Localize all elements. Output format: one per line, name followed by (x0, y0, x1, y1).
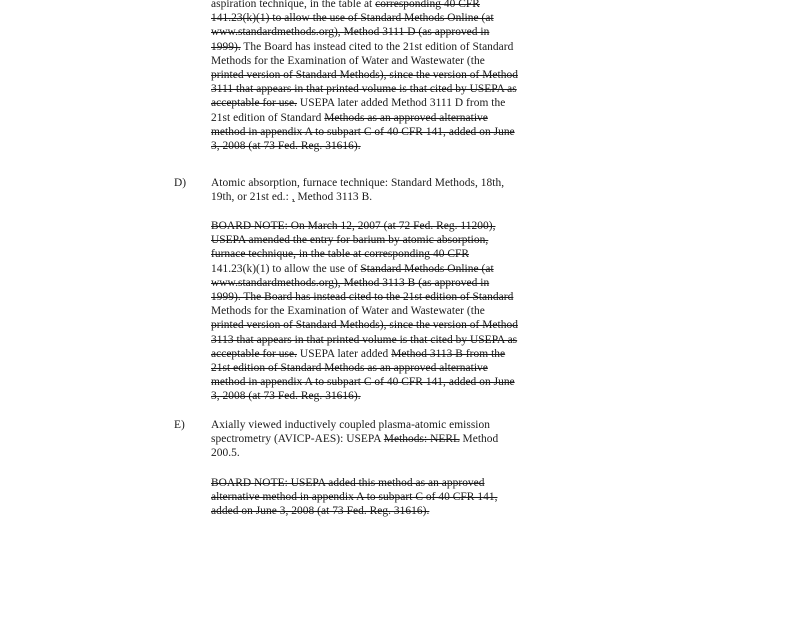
text-span: Axially viewed inductively coupled plasma-atomic emission (211, 419, 491, 431)
struck-text: Method 3113 B from the (391, 347, 506, 360)
text-line (211, 25, 489, 39)
text-line (211, 490, 497, 504)
struck-text: 1999). (211, 40, 241, 53)
struck-text: Standard Methods Online (at (360, 12, 494, 25)
struck-text: BOARD NOTE: USEPA added this method as an approved (211, 477, 485, 489)
text-line (211, 304, 485, 318)
struck-text: USEPA amended the entry for barium by atomic absorption, (211, 234, 489, 247)
text-span: 19th, or 21st ed.: (211, 191, 292, 204)
text-line (211, 318, 518, 332)
struck-text: as an approved alternative (364, 362, 488, 374)
struck-text: corresponding 40 CFR (375, 0, 480, 10)
text-line (211, 40, 513, 54)
text-span: 141.23(k)(1) to allow the use of (211, 262, 361, 275)
text-line (211, 219, 495, 233)
text-span: Methods for the Examination of Water and Wastewater (the (211, 54, 485, 67)
struck-text: www.standardmethods.org), Method 3111 D (as approved in (211, 26, 490, 39)
underlined-text: , (291, 191, 295, 204)
paragraph-label: E) (174, 419, 185, 431)
struck-text: Methods as an approved alternative (324, 111, 488, 124)
struck-text: method in appendix A to subpart C of 40 CFR 141, added on June (211, 376, 515, 389)
struck-text: printed version of Standard Methods), since the version of Method (211, 319, 518, 332)
text-line (211, 432, 498, 446)
text-line (211, 389, 361, 403)
text-span: The Board has instead cited to the 21st edition of Standard (240, 40, 514, 53)
text-line (211, 190, 372, 204)
text-span: 21st edition of Standard (211, 111, 325, 124)
text-line (211, 333, 517, 347)
text-span: Methods for the Examination of Water and Wastewater (the (211, 305, 485, 318)
struck-text: 3, 2008 (at 73 Fed. Reg. 31616). (211, 140, 361, 152)
text-line (211, 247, 469, 261)
struck-text: 21st edition of Standard Methods (211, 362, 365, 374)
text-line (211, 418, 490, 432)
text-span: 200.5. (211, 447, 240, 460)
struck-text: acceptable for use. (211, 347, 298, 360)
struck-text: 3, 2008 (at 73 Fed. Reg. 31616). (211, 390, 361, 403)
text-span: Atomic absorption, furnace technique: Standard Methods, 18th, (211, 177, 505, 189)
text-line (211, 276, 489, 290)
text-line (211, 262, 494, 276)
struck-text: Standard Methods Online (at (360, 262, 494, 275)
struck-text: 141.23(k)(1) to allow the use of (211, 12, 361, 25)
text-span: USEPA later added Method 3111 D from the (297, 97, 506, 110)
struck-text: added on June 3, 2008 (at 73 Fed. Reg. 31616). (211, 505, 430, 518)
struck-text: Methods: NERL (383, 433, 460, 446)
struck-text: furnace technique, in the table at corresponding 40 CFR (211, 248, 470, 261)
text-line (211, 446, 240, 460)
struck-text: alternative method in appendix A to subpart C of 40 CFR 141, (211, 491, 498, 504)
text-span: aspiration technique, in the table at (211, 0, 376, 10)
struck-text: method in appendix A to subpart C of 40 CFR 141, added on June (211, 125, 515, 138)
text-line (211, 0, 480, 11)
text-line (211, 375, 515, 389)
struck-text: acceptable for use. (211, 97, 298, 110)
text-line (211, 125, 515, 139)
text-line (211, 96, 505, 110)
text-span: USEPA later added (297, 347, 392, 360)
struck-text: printed version of Standard Methods), since the version of Method (211, 69, 518, 81)
text-line (211, 11, 494, 25)
text-line (211, 504, 429, 518)
text-line (211, 68, 518, 82)
text-span: spectrometry (AVICP-AES): USEPA (211, 433, 384, 446)
text-line (211, 361, 488, 375)
paragraph-label: D) (174, 177, 187, 189)
struck-text: www.standardmethods.org), Method 3113 B (as approved in (211, 276, 490, 289)
struck-text: 3113 that appears in that printed volume is that cited by USEPA as (211, 333, 518, 346)
struck-text: 3111 that appears in that printed volume is that cited by USEPA as (211, 83, 517, 96)
text-line (211, 111, 488, 125)
struck-text: 1999). The Board has instead cited to the 21st edition of Standard (211, 291, 514, 303)
text-line (211, 476, 485, 490)
text-line (211, 233, 488, 247)
text-line (211, 54, 485, 68)
text-line (211, 347, 505, 361)
struck-text: BOARD NOTE: On March 12, 2007 (at 72 Fed. Reg. 11200), (211, 220, 496, 232)
text-line (211, 176, 504, 190)
text-span: Method (459, 433, 499, 446)
text-line (211, 82, 517, 96)
text-line (211, 139, 361, 153)
text-line (211, 290, 513, 304)
text-span: Method 3113 B. (294, 191, 373, 204)
